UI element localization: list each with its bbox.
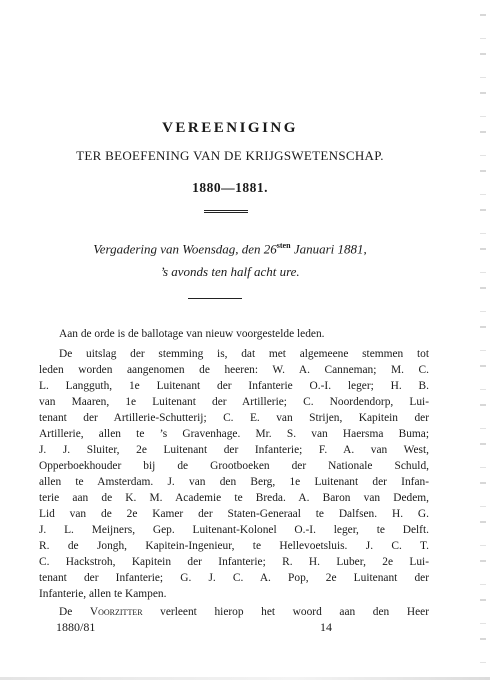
meeting-heading-line2: ’s avonds ten half acht ure. — [160, 264, 300, 279]
document-title: VEREENIGING — [162, 120, 298, 136]
text-line: tenant der Infanterie; G. J. C. A. Pop, 2e Luitenant der — [39, 572, 429, 584]
text-line: tenant der Artillerie-Schutterij; C. E. van Strijen, Kapitein der — [39, 412, 429, 424]
chairman-title: Voorzitter — [89, 606, 143, 618]
text-line: Lid van de 2e Kamer der Staten-Generaal te Dalfsen. H. G. — [39, 508, 429, 520]
section-divider — [188, 298, 242, 299]
text-line: Aan de orde is de ballotage van nieuw voorgestelde leden. — [59, 328, 325, 340]
ornamental-divider — [204, 210, 248, 213]
text-line: allen te Amsterdam. J. van den Berg, 1e Luitenant der Infan- — [39, 476, 429, 488]
text-line: Infanterie, allen te Kampen. — [39, 588, 167, 600]
text-line: Opperboekhouder bij de Grootboeken der Nationale Schuld, — [39, 460, 429, 472]
text-line: De uitslag der stemming is, dat met algemeene stemmen tot — [59, 348, 429, 360]
document-years: 1880—1881. — [192, 180, 268, 195]
text-line: L. Langguth, 1e Luitenant der Infanterie O.-I. leger; H. B. — [39, 380, 429, 392]
text-line: Artillerie, allen te ’s Gravenhage. Mr. S. van Haersma Buma; — [39, 428, 429, 440]
paragraph-lead: De — [59, 606, 90, 618]
text-line: C. Hackstroh, Kapitein der Infanterie; R. H. Luber, 2e Lui- — [39, 556, 429, 568]
page-edge-shadow — [480, 0, 486, 680]
meeting-month-year: Januari 1881, — [290, 241, 367, 257]
text-line — [39, 604, 429, 620]
text-line: terie aan de K. M. Academie te Breda. A. Baron van Dedem, — [39, 492, 429, 504]
meeting-date-ordinal: sten — [276, 241, 291, 250]
text-line: J. J. Sluiter, 2e Luitenant der Infanterie; F. A. van West, — [39, 444, 429, 456]
printer-signature: 1880/81 — [56, 620, 96, 634]
text-line: van Maaren, 1e Luitenant der Artillerie; C. Noordendorp, Lui- — [39, 396, 429, 408]
meeting-date-text: Vergadering van Woensdag, den 26 — [93, 241, 277, 257]
text-line: leden worden aangenomen de heeren: W. A. Canneman; M. C. — [39, 364, 429, 376]
text-line: J. L. Meijners, Gep. Luitenant-Kolonel O.-I. leger, te Delft. — [39, 524, 429, 536]
text-line: R. de Jongh, Kapitein-Ingenieur, te Hellevoetsluis. J. C. T. — [39, 540, 429, 552]
document-subtitle: TER BEOEFENING VAN DE KRIJGSWETENSCHAP. — [76, 148, 384, 163]
page-number: 14 — [320, 620, 332, 634]
meeting-heading-line1 — [40, 241, 420, 257]
paragraph-rest: verleent hierop het woord aan den Heer — [142, 606, 429, 618]
